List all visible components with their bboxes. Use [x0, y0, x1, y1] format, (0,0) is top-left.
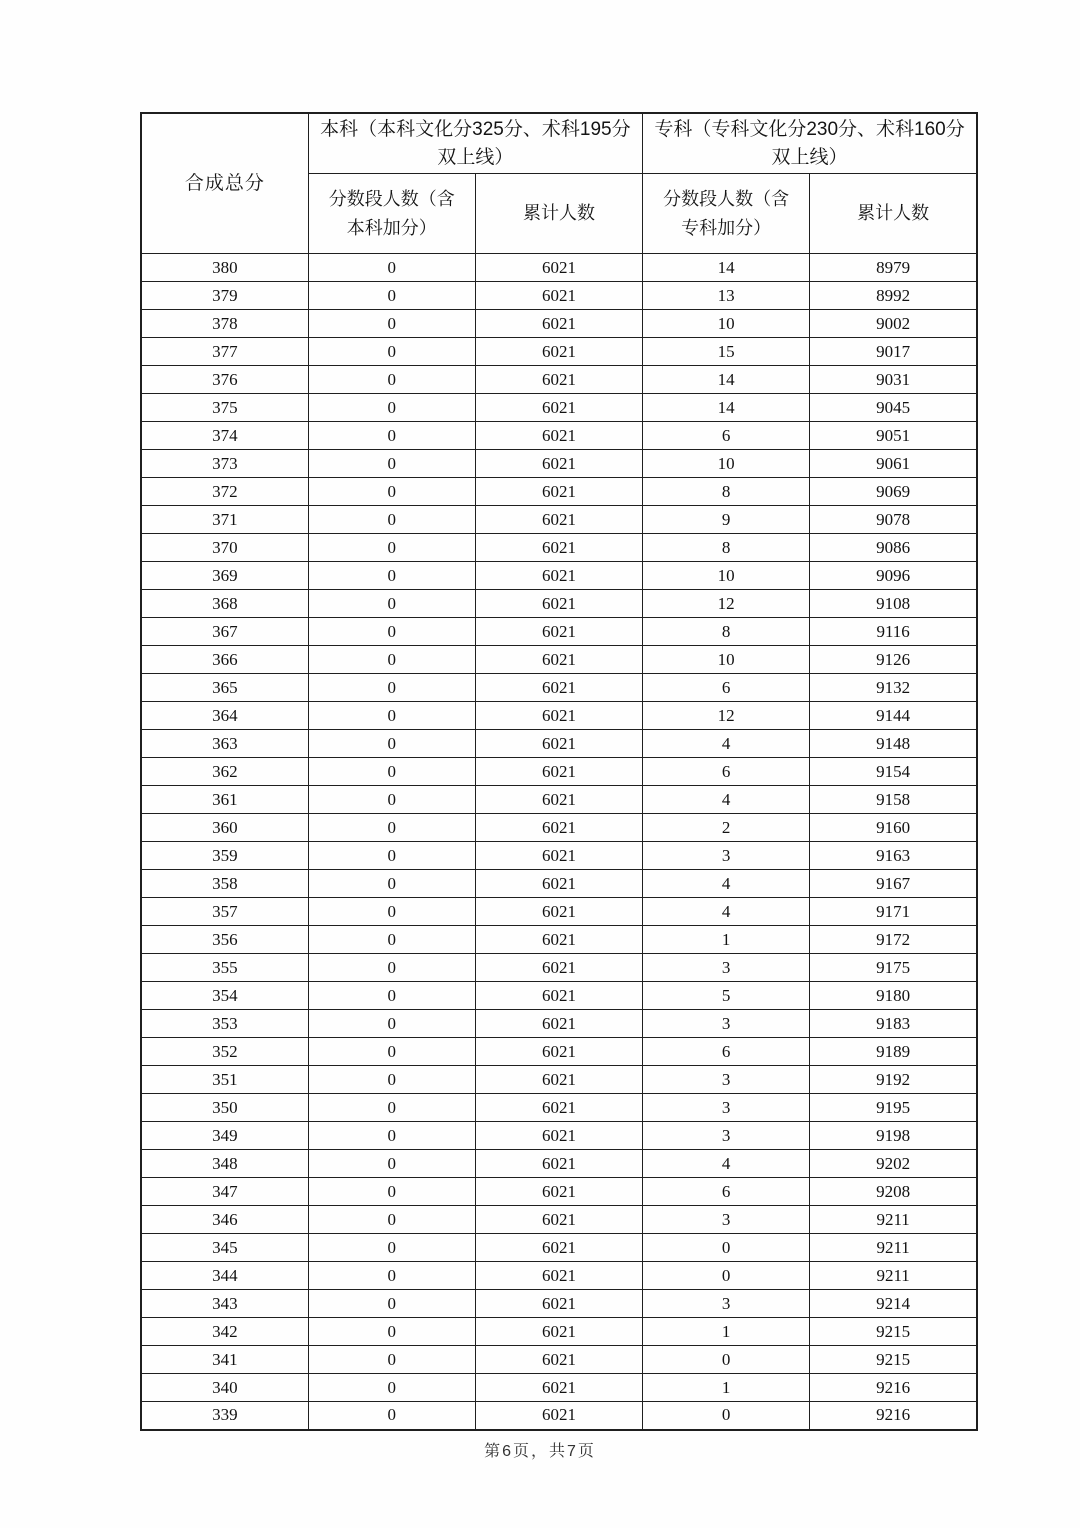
table-cell: 0 [308, 1178, 475, 1206]
table-cell: 6021 [475, 646, 642, 674]
table-cell: 0 [308, 1290, 475, 1318]
table-cell: 6021 [475, 506, 642, 534]
score-distribution-table [140, 112, 978, 1431]
table-cell: 4 [643, 870, 810, 898]
table-cell: 6021 [475, 1094, 642, 1122]
header-zhuanke-cumulative-count: 累计人数 [810, 174, 977, 254]
table-cell: 4 [643, 786, 810, 814]
table-cell: 1 [643, 1374, 810, 1402]
table-cell: 6021 [475, 926, 642, 954]
table-cell: 8979 [810, 254, 977, 282]
table-cell: 9126 [810, 646, 977, 674]
table-cell: 6021 [475, 366, 642, 394]
table-cell: 15 [643, 338, 810, 366]
table-row [141, 1178, 977, 1206]
table-cell: 0 [308, 1262, 475, 1290]
table-cell: 9215 [810, 1318, 977, 1346]
table-cell: 6021 [475, 1010, 642, 1038]
table-cell: 9086 [810, 534, 977, 562]
table-cell: 6021 [475, 562, 642, 590]
table-cell: 10 [643, 450, 810, 478]
table-row [141, 338, 977, 366]
table-row [141, 1122, 977, 1150]
table-cell: 6021 [475, 534, 642, 562]
table-cell: 0 [308, 814, 475, 842]
table-cell: 5 [643, 982, 810, 1010]
table-cell: 0 [643, 1402, 810, 1430]
table-cell: 9144 [810, 702, 977, 730]
table-cell: 0 [308, 1374, 475, 1402]
table-cell: 6021 [475, 786, 642, 814]
table-row [141, 674, 977, 702]
table-cell: 370 [141, 534, 308, 562]
table-cell: 6021 [475, 730, 642, 758]
table-row [141, 730, 977, 758]
table-cell: 6021 [475, 1346, 642, 1374]
table-cell: 9216 [810, 1402, 977, 1430]
header-benke-segment-count: 分数段人数（含本科加分） [308, 174, 475, 254]
header-composite-total-score: 合成总分 [141, 113, 308, 254]
table-cell: 9002 [810, 310, 977, 338]
table-cell: 0 [308, 1094, 475, 1122]
table-cell: 3 [643, 1206, 810, 1234]
table-row [141, 1150, 977, 1178]
table-cell: 0 [308, 1010, 475, 1038]
table-cell: 14 [643, 366, 810, 394]
table-cell: 6021 [475, 338, 642, 366]
table-cell: 0 [308, 478, 475, 506]
table-row [141, 534, 977, 562]
table-cell: 10 [643, 646, 810, 674]
table-cell: 368 [141, 590, 308, 618]
table-cell: 6021 [475, 394, 642, 422]
table-row [141, 1094, 977, 1122]
table-cell: 6021 [475, 814, 642, 842]
table-row [141, 926, 977, 954]
table-row [141, 422, 977, 450]
header-zhuanke-segment-count: 分数段人数（含专科加分） [643, 174, 810, 254]
table-cell: 354 [141, 982, 308, 1010]
table-row [141, 506, 977, 534]
table-cell: 9163 [810, 842, 977, 870]
table-cell: 343 [141, 1290, 308, 1318]
table-cell: 6021 [475, 982, 642, 1010]
table-cell: 6021 [475, 1290, 642, 1318]
table-row [141, 254, 977, 282]
table-cell: 6021 [475, 1262, 642, 1290]
table-row [141, 1402, 977, 1430]
table-cell: 6021 [475, 1178, 642, 1206]
table-cell: 9 [643, 506, 810, 534]
table-cell: 379 [141, 282, 308, 310]
table-cell: 2 [643, 814, 810, 842]
table-cell: 6021 [475, 1374, 642, 1402]
table-cell: 361 [141, 786, 308, 814]
table-cell: 0 [308, 562, 475, 590]
table-cell: 372 [141, 478, 308, 506]
table-row [141, 646, 977, 674]
table-row [141, 786, 977, 814]
table-row [141, 1290, 977, 1318]
table-cell: 1 [643, 1318, 810, 1346]
table-cell: 9031 [810, 366, 977, 394]
table-cell: 9017 [810, 338, 977, 366]
table-cell: 6021 [475, 618, 642, 646]
table-cell: 353 [141, 1010, 308, 1038]
group-header-row [141, 113, 977, 174]
table-cell: 6021 [475, 758, 642, 786]
table-cell: 6021 [475, 1318, 642, 1346]
table-cell: 9208 [810, 1178, 977, 1206]
table-cell: 374 [141, 422, 308, 450]
table-row [141, 1262, 977, 1290]
table-cell: 0 [308, 282, 475, 310]
table-cell: 4 [643, 730, 810, 758]
table-cell: 6021 [475, 254, 642, 282]
table-cell: 6021 [475, 674, 642, 702]
table-cell: 6021 [475, 954, 642, 982]
table-row [141, 366, 977, 394]
table-row [141, 1066, 977, 1094]
table-cell: 363 [141, 730, 308, 758]
table-cell: 341 [141, 1346, 308, 1374]
table-cell: 6021 [475, 450, 642, 478]
table-cell: 0 [643, 1234, 810, 1262]
table-row [141, 478, 977, 506]
table-cell: 6021 [475, 1234, 642, 1262]
table-cell: 6 [643, 1038, 810, 1066]
table-cell: 6021 [475, 478, 642, 506]
table-cell: 0 [308, 1402, 475, 1430]
table-cell: 0 [308, 450, 475, 478]
table-cell: 8 [643, 478, 810, 506]
table-cell: 348 [141, 1150, 308, 1178]
table-cell: 6 [643, 1178, 810, 1206]
table-cell: 371 [141, 506, 308, 534]
table-cell: 6021 [475, 1206, 642, 1234]
table-cell: 6021 [475, 1066, 642, 1094]
table-cell: 9211 [810, 1234, 977, 1262]
table-cell: 0 [308, 254, 475, 282]
table-cell: 0 [308, 366, 475, 394]
table-cell: 9211 [810, 1262, 977, 1290]
table-row [141, 394, 977, 422]
table-cell: 352 [141, 1038, 308, 1066]
table-cell: 0 [308, 1038, 475, 1066]
table-cell: 0 [308, 702, 475, 730]
table-cell: 6021 [475, 1038, 642, 1066]
table-cell: 9195 [810, 1094, 977, 1122]
table-cell: 9096 [810, 562, 977, 590]
table-row [141, 898, 977, 926]
table-row [141, 702, 977, 730]
table-row [141, 562, 977, 590]
table-cell: 6021 [475, 422, 642, 450]
table-cell: 9172 [810, 926, 977, 954]
table-row [141, 1346, 977, 1374]
table-cell: 4 [643, 898, 810, 926]
table-cell: 0 [308, 506, 475, 534]
table-cell: 365 [141, 674, 308, 702]
table-cell: 14 [643, 394, 810, 422]
table-cell: 6 [643, 758, 810, 786]
table-cell: 0 [308, 422, 475, 450]
table-row [141, 870, 977, 898]
table-cell: 6021 [475, 870, 642, 898]
table-cell: 9061 [810, 450, 977, 478]
table-cell: 351 [141, 1066, 308, 1094]
table-cell: 367 [141, 618, 308, 646]
table-row [141, 842, 977, 870]
table-cell: 0 [308, 1206, 475, 1234]
table-cell: 0 [308, 730, 475, 758]
table-row [141, 1206, 977, 1234]
table-cell: 340 [141, 1374, 308, 1402]
table-cell: 9175 [810, 954, 977, 982]
table-cell: 3 [643, 1010, 810, 1038]
table-cell: 358 [141, 870, 308, 898]
table-cell: 6021 [475, 1122, 642, 1150]
table-cell: 1 [643, 926, 810, 954]
table-cell: 362 [141, 758, 308, 786]
table-cell: 366 [141, 646, 308, 674]
table-cell: 9202 [810, 1150, 977, 1178]
table-cell: 0 [308, 674, 475, 702]
table-cell: 369 [141, 562, 308, 590]
table-cell: 6021 [475, 282, 642, 310]
table-cell: 9171 [810, 898, 977, 926]
table-cell: 380 [141, 254, 308, 282]
table-row [141, 1038, 977, 1066]
table-cell: 364 [141, 702, 308, 730]
table-cell: 12 [643, 702, 810, 730]
table-cell: 9051 [810, 422, 977, 450]
table-cell: 9211 [810, 1206, 977, 1234]
table-cell: 6021 [475, 842, 642, 870]
table-cell: 360 [141, 814, 308, 842]
header-benke-group: 本科（本科文化分325分、术科195分双上线） [308, 113, 642, 174]
table-cell: 9160 [810, 814, 977, 842]
table-header [141, 113, 977, 254]
table-row [141, 758, 977, 786]
header-zhuanke-group: 专科（专科文化分230分、术科160分双上线） [643, 113, 977, 174]
table-cell: 8 [643, 618, 810, 646]
table-row [141, 282, 977, 310]
table-cell: 345 [141, 1234, 308, 1262]
table-cell: 0 [308, 534, 475, 562]
table-cell: 6021 [475, 1402, 642, 1430]
table-cell: 9180 [810, 982, 977, 1010]
table-cell: 377 [141, 338, 308, 366]
table-cell: 0 [308, 1234, 475, 1262]
table-cell: 3 [643, 1290, 810, 1318]
table-cell: 0 [308, 1346, 475, 1374]
table-cell: 344 [141, 1262, 308, 1290]
table-cell: 0 [308, 1318, 475, 1346]
table-row [141, 1374, 977, 1402]
page-number-indicator: 第6页，共7页 [484, 1443, 596, 1460]
table-cell: 0 [308, 954, 475, 982]
table-cell: 0 [643, 1346, 810, 1374]
table-cell: 0 [308, 394, 475, 422]
table-cell: 3 [643, 1122, 810, 1150]
table-row [141, 954, 977, 982]
table-cell: 356 [141, 926, 308, 954]
table-cell: 3 [643, 1066, 810, 1094]
table-row [141, 982, 977, 1010]
table-cell: 8992 [810, 282, 977, 310]
table-cell: 0 [308, 870, 475, 898]
table-cell: 0 [308, 1150, 475, 1178]
table-cell: 6021 [475, 898, 642, 926]
table-cell: 0 [308, 1066, 475, 1094]
table-cell: 9045 [810, 394, 977, 422]
table-cell: 9183 [810, 1010, 977, 1038]
table-cell: 350 [141, 1094, 308, 1122]
table-row [141, 450, 977, 478]
table-cell: 9189 [810, 1038, 977, 1066]
table-row [141, 618, 977, 646]
table-cell: 0 [308, 786, 475, 814]
table-cell: 9108 [810, 590, 977, 618]
table-cell: 9215 [810, 1346, 977, 1374]
table-cell: 9148 [810, 730, 977, 758]
table-cell: 9167 [810, 870, 977, 898]
table-cell: 0 [308, 982, 475, 1010]
table-cell: 10 [643, 310, 810, 338]
table-cell: 0 [308, 1122, 475, 1150]
table-cell: 9192 [810, 1066, 977, 1094]
table-cell: 0 [308, 310, 475, 338]
table-cell: 9132 [810, 674, 977, 702]
table-cell: 6 [643, 674, 810, 702]
table-cell: 3 [643, 1094, 810, 1122]
table-cell: 8 [643, 534, 810, 562]
table-row [141, 1318, 977, 1346]
table-cell: 0 [308, 842, 475, 870]
table-cell: 14 [643, 254, 810, 282]
table-cell: 0 [308, 646, 475, 674]
table-row [141, 1234, 977, 1262]
table-cell: 378 [141, 310, 308, 338]
score-table-body [141, 254, 977, 1430]
table-row [141, 1010, 977, 1038]
table-cell: 3 [643, 954, 810, 982]
table-cell: 4 [643, 1150, 810, 1178]
table-cell: 0 [308, 898, 475, 926]
table-cell: 13 [643, 282, 810, 310]
table-cell: 373 [141, 450, 308, 478]
table-cell: 6021 [475, 1150, 642, 1178]
table-cell: 6021 [475, 702, 642, 730]
table-cell: 0 [308, 618, 475, 646]
table-cell: 6 [643, 422, 810, 450]
table-cell: 375 [141, 394, 308, 422]
table-row [141, 310, 977, 338]
table-cell: 346 [141, 1206, 308, 1234]
table-cell: 0 [308, 926, 475, 954]
table-cell: 357 [141, 898, 308, 926]
table-cell: 10 [643, 562, 810, 590]
table-cell: 9216 [810, 1374, 977, 1402]
table-cell: 9214 [810, 1290, 977, 1318]
table-row [141, 814, 977, 842]
table-cell: 9198 [810, 1122, 977, 1150]
table-cell: 376 [141, 366, 308, 394]
table-cell: 342 [141, 1318, 308, 1346]
table-cell: 6021 [475, 310, 642, 338]
table-cell: 0 [643, 1262, 810, 1290]
table-cell: 3 [643, 842, 810, 870]
table-cell: 339 [141, 1402, 308, 1430]
table-cell: 9069 [810, 478, 977, 506]
table-cell: 359 [141, 842, 308, 870]
table-cell: 9116 [810, 618, 977, 646]
table-cell: 355 [141, 954, 308, 982]
table-cell: 9154 [810, 758, 977, 786]
table-cell: 9158 [810, 786, 977, 814]
table-cell: 347 [141, 1178, 308, 1206]
table-cell: 6021 [475, 590, 642, 618]
table-cell: 9078 [810, 506, 977, 534]
header-benke-cumulative-count: 累计人数 [475, 174, 642, 254]
table-cell: 349 [141, 1122, 308, 1150]
table-cell: 12 [643, 590, 810, 618]
table-row [141, 590, 977, 618]
table-cell: 0 [308, 338, 475, 366]
table-cell: 0 [308, 758, 475, 786]
table-cell: 0 [308, 590, 475, 618]
